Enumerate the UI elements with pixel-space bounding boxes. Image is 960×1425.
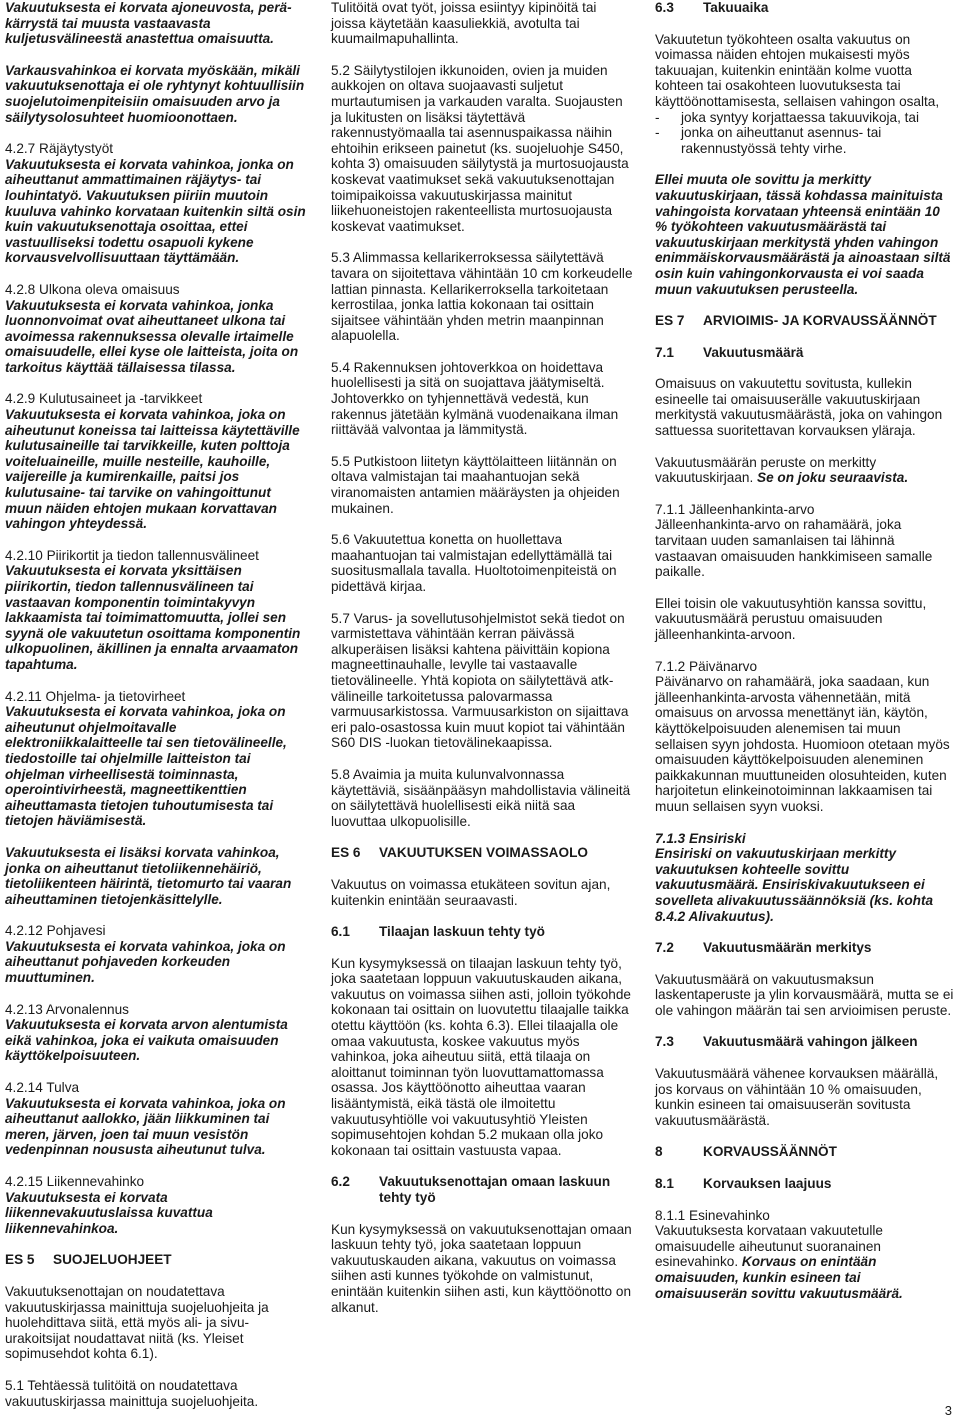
heading-es5 <box>5 1252 309 1268</box>
paragraph: 5.8 Avaimia ja muita kulunvalvonnassa käytettäviä, sisäänpääsyn mahdollistavia välineitä on säilytettävä huolellisesti eikä niitä saa luovuttaa ulkopuolisille. <box>331 766 631 829</box>
section-title: 7.1.2 Päivänarvo <box>655 658 758 674</box>
section-title: 4.2.7 Räjäytystyöt <box>5 141 114 157</box>
heading-number: 6.3 <box>655 0 674 15</box>
section-title: 7.1.1 Jälleenhankinta-arvo <box>655 501 815 517</box>
paragraph: Varkausvahinkoa ei korvata myöskään, mikäli vakuutuksenottaja ei ole ryhtynyt kohtuullisiin suojelutoimenpiteisiin omaisuuden arvo ja säilytysolosuhteet huomioonottaen. <box>5 62 305 125</box>
heading-6-3 <box>655 0 955 16</box>
page-number: 3 <box>944 1403 952 1418</box>
paragraph: Vakuutuksesta ei lisäksi korvata vahinkoa, jonka on aiheuttanut tietoliikennehäiriö, tietoliikenteen häirintä, tietomurto tai vaaran aiheuttaminen tietojenkäsittelylle. <box>5 844 292 907</box>
heading-8-1 <box>655 1176 955 1192</box>
heading-title: Takuuaika <box>703 0 769 15</box>
text: Vakuutusmäärän peruste on merkitty vakuutuskirjaan. <box>655 454 877 486</box>
heading-title: KORVAUSSÄÄNNÖT <box>703 1144 837 1160</box>
section-text: Vakuutuksesta ei korvata arvon alentumista eikä vahinkoa, joka ei vaikuta omaisuuden käyttökelpoisuuteen. <box>5 1017 288 1064</box>
list-item-text: jonka on aiheuttanut asennus- tai rakennustyössä tehty virhe. <box>681 125 882 156</box>
paragraph: Kun kysymyksessä on tilaajan laskuun tehty työ, joka saatetaan loppuun vakuutuskauden aikana, vakuutus on voimassa siihen asti, jolloin työkohde kokonaan tai osittain on luovutettu tilaajalle taikka otettu käyttöön (ks. kohta 6.3). Ellei tilaajalla ole omaa vakuutusta, koskee vakuutus myös vahinkoa, joka aiheutuu siitä, että tilaaja on aloittanut toiminnan työn luovuttamattomassa osassa. Jos käyttöönotto aiheuttaa vaaran lisääntymistä, eikä tästä ole ilmoitettu vakuutusyhtiölle voi vakuutusyhtiö Yleisten sopimusehtojen kohdan 5.2 mukaan olla joko kokonaan tai osittain vastuusta vapaa. <box>331 955 631 1158</box>
heading-number: 7.2 <box>655 940 674 956</box>
list-item <box>655 110 955 126</box>
heading-title: Tilaajan laskuun tehty työ <box>379 924 545 940</box>
section-text: Vakuutuksesta ei korvata vahinkoa, joka on aiheuttanut aallokko, jään liikkuminen tai meren, järven, joen tai muun vesistön vedenpinnan noususta aiheutunut tulva. <box>5 1095 286 1158</box>
heading-number: 8.1 <box>655 1176 674 1192</box>
list-item <box>655 125 955 156</box>
heading-number: 7.3 <box>655 1034 674 1050</box>
heading-number: 7.1 <box>655 344 674 360</box>
section-8-1-1 <box>655 1208 955 1302</box>
section-4-2-7 <box>5 141 309 266</box>
section-title: 4.2.10 Piirikortit ja tiedon tallennusvälineet <box>5 547 259 563</box>
section-title: 4.2.9 Kulutusaineet ja -tarvikkeet <box>5 391 203 407</box>
heading-7-3 <box>655 1034 955 1050</box>
section-4-2-10 <box>5 548 309 673</box>
section-text: Vakuutuksesta ei korvata yksittäisen piirikortin, tiedon tallennusvälineen tai vastaavan komponentin toimintakyvyn lakkaamista tai toimimattomuutta, jollei sen syynä ole vakuutetun osoittama komponentin ulkopuolinen, äkillinen ja ennalta arvaamaton tapahtuma. <box>5 563 301 672</box>
section-text: Vakuutuksesta ei korvata vahinkoa, joka on aiheutunut ohjelmoitavalle elektroniikkalaitteelle tai sen tietovälineelle, tiedostoille tai ohjelmille laitteiston tai ohjelman virheellisestä toiminnasta, operointivirheestä, magneettikenttien aiheuttamasta tietojen tuhoutumisesta tai tietojen häviämisestä. <box>5 704 287 829</box>
heading-number: 8 <box>655 1144 663 1160</box>
paragraph: Omaisuus on vakuutettu sovitusta, kullekin esineelle tai omaisuuserälle vakuutuskirjaan merkitystä vakuutusmäärästä, joka on vahingon sattuessa suoritettavan korvauksen yläraja. <box>655 376 943 439</box>
list-item-text: joka syntyy korjattaessa takuuvikoja, tai <box>681 109 920 125</box>
section-4-2-8 <box>5 282 309 376</box>
section-text: Vakuutuksesta ei korvata vahinkoa, joka on aiheuttanut pohjaveden korkeuden muuttuminen. <box>5 938 286 986</box>
section-6-3-body <box>655 32 955 157</box>
paragraph: Ellei muuta ole sovittu ja merkitty vakuutuskirjaan, tässä kohdassa mainituista vahingoista korvataan yhteensä enintään 10 % työkohteen vakuutusmäärästä tai vakuutuskirjaan merkitystä yhden vahingon enimmäiskorvausmäärästä ja ainoastaan siltä osin kuin vahingonkorvausta ei voi saada muun vakuutuksen perusteella. <box>655 172 951 297</box>
paragraph: Vakuutusmäärä vähenee korvauksen määrällä, jos korvaus on vähintään 10 % omaisuuden, kunkin esineen tai omaisuuserän sovitusta vakuutusmäärästä. <box>655 1066 939 1128</box>
heading-7-2 <box>655 940 955 956</box>
section-4-2-14 <box>5 1080 309 1158</box>
dash-bullet: - <box>655 109 660 125</box>
heading-title: Vakuutuksenottajan omaan laskuun tehty työ <box>379 1174 611 1205</box>
section-4-2-9 <box>5 391 309 531</box>
paragraph: Vakuutuksenottajan on noudatettava vakuutuskirjassa mainittuja suojeluohjeita ja huolehdittava siitä, että myös ali- ja sivu-urakoitsijat noudattavat niitä (ks. Yleiset sopimusehdot kohta 6.1). <box>5 1283 269 1362</box>
paragraph: Ellei toisin ole vakuutusyhtiön kanssa sovittu, vakuutusmäärä perustuu omaisuuden jälleenhankinta-arvoon. <box>655 595 927 642</box>
section-7-1-2 <box>655 659 955 815</box>
column-middle <box>331 0 633 1331</box>
heading-number: ES 6 <box>331 845 361 861</box>
heading-number: ES 7 <box>655 313 685 329</box>
section-text: Vakuutuksesta ei korvata vahinkoa, jonka on aiheuttanut ammattimainen räjäytys- tai louhintatyö. Vakuutuksen piiriin muutoin kuuluva vahinko korvataan kuitenkin siltä osin kuin vakuutuksenottaja osoittaa, ettei vastuulliseksi todettu osapuoli kykene korvausvelvollisuuttaan täyttämään. <box>5 156 306 266</box>
heading-6-2 <box>331 1174 633 1205</box>
heading-title: Korvauksen laajuus <box>703 1176 832 1192</box>
heading-title: Vakuutusmäärän merkitys <box>703 940 872 956</box>
heading-6-1 <box>331 924 633 940</box>
section-title: 4.2.8 Ulkona oleva omaisuus <box>5 281 180 297</box>
section-title: 8.1.1 Esinevahinko <box>655 1207 770 1223</box>
column-right <box>655 0 955 1317</box>
heading-title: Vakuutusmäärä <box>703 344 804 360</box>
heading-title: SUOJELUOHJEET <box>53 1252 172 1268</box>
section-text: Vakuutuksesta ei korvata vahinkoa, jonka luonnonvoimat ovat aiheuttaneet ulkona tai avoimessa rakennuksessa olevalle irtaimelle omaisuudelle, ellei kyse ole laitteista, joita on tarkoitus käyttää tällaisessa tilassa. <box>5 297 299 375</box>
paragraph: 5.6 Vakuutettua konetta on huollettava maahantuojan tai valmistajan edellyttämällä tai suositusmallala tavalla. Huoltotoimenpiteistä on pidettävä kirjaa. <box>331 532 617 594</box>
section-7-1-1 <box>655 502 955 580</box>
section-title: 4.2.14 Tulva <box>5 1080 80 1096</box>
paragraph <box>655 455 955 486</box>
paragraph: Kun kysymyksessä on vakuutuksenottajan omaan laskuun tehty työ, joka saatetaan loppuun vakuutuskauden aikana, vakuutus on voimassa siihen asti kunnes työkohde on valmistunut, enintään kuitenkin siihen asti, kun käyttöönotto on alkanut. <box>331 1221 632 1315</box>
section-text: Vakuutuksesta ei korvata liikennevakuutuslaissa kuvattua liikennevahinkoa. <box>5 1189 213 1236</box>
paragraph: Tulitöitä ovat työt, joissa esiintyy kipinöitä tai joissa käytetään kaasuliekkiä, avotulta tai kuumailmapuhallinta. <box>331 0 597 47</box>
section-4-2-13 <box>5 1002 309 1064</box>
section-title: 4.2.11 Ohjelma- ja tietovirheet <box>5 688 186 704</box>
section-title: 4.2.15 Liikennevahinko <box>5 1174 145 1189</box>
section-text: Vakuutuksesta korvataan vakuutetulle omaisuudelle aiheutunut suoranainen esinevahinko. <box>655 1223 883 1270</box>
heading-number: ES 5 <box>5 1252 35 1268</box>
section-text: Ensiriski on vakuutuskirjaan merkitty vakuutuksen kohteelle sovittu vakuutusmäärä. Ensiriskivakuutukseen ei sovelleta alivakuutussäännöksiä (ks. kohta 8.4.2 Alivakuutus). <box>655 846 934 924</box>
section-text: Vakuutuksesta ei korvata vahinkoa, joka on aiheutunut koneissa tai laitteissa käytettäville kulutusaineille tai tarvikkeille, kuten polttoja voiteluaineille, muille nesteille, kauhoille, vaijereille ja kumirenkaille, paitsi jos kulutusaine- tai tarvike on vahingoittunut muun näiden ehtojen mukaan korvattavan vahingon yhteydessä. <box>5 407 300 532</box>
text-emphasis: Se on joku seuraavista. <box>757 470 909 486</box>
heading-number: 6.2 <box>331 1174 350 1190</box>
paragraph: 5.1 Tehtäessä tulitöitä on noudatettava vakuutuskirjassa mainittuja suojeluohjeita. <box>5 1377 259 1409</box>
paragraph: 5.3 Alimmassa kellarikerroksessa säilytettävä tavara on sijoitettava vähintään 10 cm korkeudelle lattian pinnasta. Kellarikerroksella tarkoitetaan kerrostilaa, jonka lattia kokonaan tai osittain sijaitsee vähintään yhden metrin maanpinnan alapuolella. <box>331 250 633 344</box>
paragraph: Vakuutusmäärä on vakuutusmaksun laskentaperuste ja ylin korvausmäärä, mutta se ei ole vahingon määrän tai sen arvioimisen peruste. <box>655 971 954 1018</box>
column-left <box>5 0 309 1425</box>
section-text-emphasis: Korvaus on enintään omaisuuden, kunkin esineen tai omaisuuserän sovittu vakuutusmäärä. <box>655 1254 903 1301</box>
paragraph: 5.2 Säilytystilojen ikkunoiden, ovien ja muiden aukkojen on oltava suojaavasti suljetut murtautumisen ja varkauden varalta. Suojausten ja lukitusten on lisäksi täytettävä rakennustyömaalla tai asennuspaikassa näihin ehtoihin erikseen painetut (ks. suojeluohje S450, kohta 3) omaisuuden säilytystä ja murtosuojausta koskevat vaatimukset sekä vakuutuksenottajan toimipaikoissa vakuutuskirjassa mainitut liikehuoneistojen rakenteellista murtosuojausta koskevat vaatimukset. <box>331 62 629 234</box>
paragraph: Vakuutetun työkohteen osalta vakuutus on voimassa näiden ehtojen mukaisesti myös takuuajan, kuitenkin enintään kolme vuotta kohteen tai osakohteen luovutuksesta tai käyttöönottamisesta, sellaisen vahingon osalta, <box>655 31 940 109</box>
heading-es7 <box>655 313 955 329</box>
section-title: 4.2.13 Arvonalennus <box>5 1001 129 1017</box>
paragraph: 5.4 Rakennuksen johtoverkkoa on hoidettava huolellisesti ja sitä on suojattava jäätymiseltä. Johtoverkko on tyhjennettävä vedestä, kun rakennus jätetään kylmänä vuodenaikana ilman riittävää valvontaa ja lämmitystä. <box>331 359 619 438</box>
section-text: Päivänarvo on rahamäärä, joka saadaan, kun jälleenhankinta-arvosta vähennetään, mitä omaisuus on arvossa menettänyt iän, käytön, käyttökelpoisuuden alenemisen tai muun sellaisen syyn johdosta. Huomioon otetaan myös omaisuuden käyttökelpoisuuden aleneminen paikkakunnan muuttuneiden olosuhteiden, kuten harjoitetun elinkeinotoiminnan lakkaamisen tai muun sellaisen syyn vuoksi. <box>655 674 950 814</box>
section-text: Jälleenhankinta-arvo on rahamäärä, joka tarvitaan uuden samanlaisen tai lähinnä vastaavan omaisuuden hankkimiseen samalle paikalle. <box>655 517 933 580</box>
section-7-1-3 <box>655 831 955 925</box>
heading-es6 <box>331 845 633 861</box>
section-4-2-15 <box>5 1174 309 1236</box>
heading-8 <box>655 1144 955 1160</box>
section-title: 4.2.12 Pohjavesi <box>5 923 106 939</box>
paragraph: Vakuutuksesta ei korvata ajoneuvosta, perä-kärrystä tai muusta vastaavasta kuljetusvälineestä anastettua omaisuutta. <box>5 0 292 47</box>
heading-number: 6.1 <box>331 924 350 940</box>
heading-7-1 <box>655 345 955 361</box>
paragraph: Vakuutus on voimassa etukäteen sovitun ajan, kuitenkin enintään seuraavasti. <box>331 876 611 908</box>
heading-title: Vakuutusmäärä vahingon jälkeen <box>703 1034 918 1050</box>
section-4-2-11 <box>5 689 309 829</box>
paragraph: 5.5 Putkistoon liitetyn käyttölaitteen liitännän on oltava valmistajan tai maahantuojan sekä viranomaisten antamien määräysten ja ohjeiden mukainen. <box>331 453 620 516</box>
heading-title: ARVIOIMIS- JA KORVAUSSÄÄNNÖT <box>703 313 937 329</box>
section-4-2-12 <box>5 923 309 985</box>
dash-bullet: - <box>655 125 660 141</box>
heading-title: VAKUUTUKSEN VOIMASSAOLO <box>379 845 588 861</box>
section-title: 7.1.3 Ensiriski <box>655 830 746 846</box>
paragraph: 5.7 Varus- ja sovellutusohjelmistot sekä tiedot on varmistettava vähintään kerran päivässä alkuperäisen lisäksi kahtena päivittäin kopiona magneettinauhalle, levylle tai vastaavalle tietovälineelle. Yhtä kopiota on säilytettävä atk-välineille tarkoitetussa palovarmassa varmuusarkistossa. Varmuusarkiston on sijaittava eri palo-osastossa kuin muut kopiot tai vähintään S60 DIS -luokan tietovälinekaapissa. <box>331 610 629 751</box>
